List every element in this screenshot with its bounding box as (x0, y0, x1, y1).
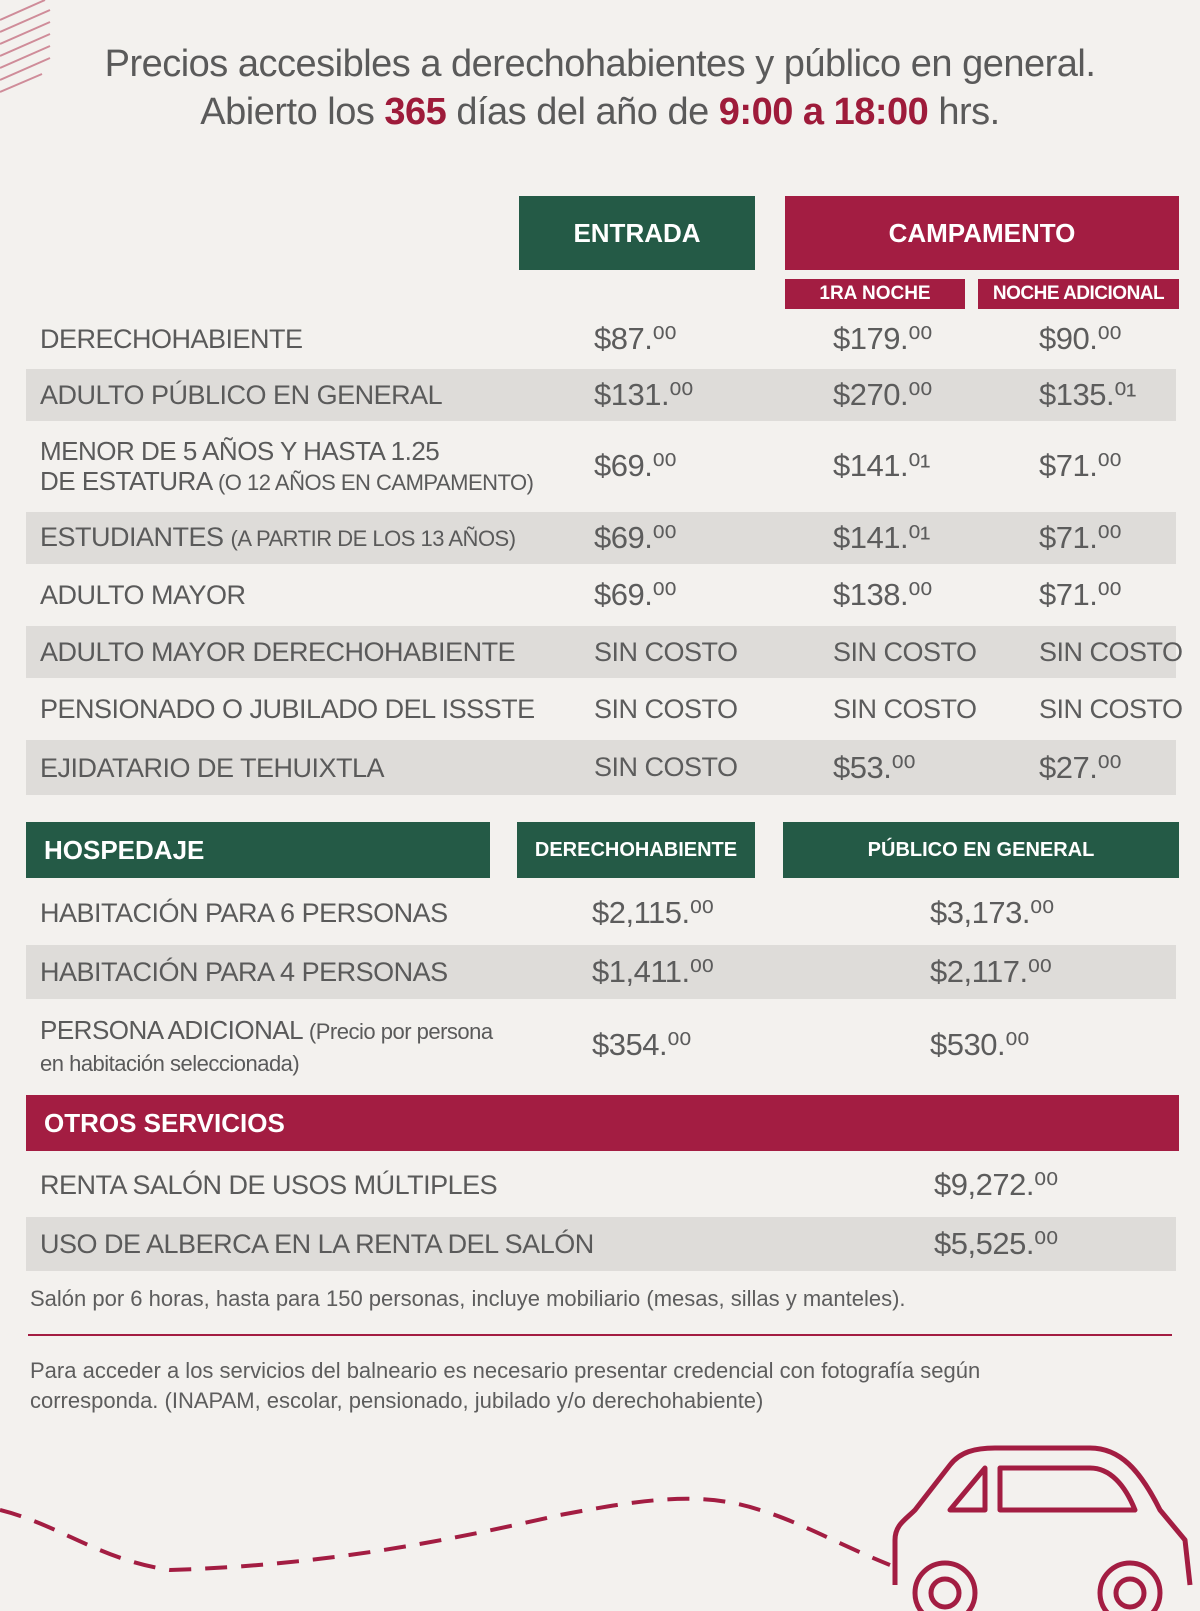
adicional-price: $71.⁰⁰ (1039, 577, 1122, 612)
entrada-price: SIN COSTO (594, 693, 738, 724)
header-line-2 (0, 88, 1200, 136)
row-label: ADULTO MAYOR (40, 580, 246, 610)
table-row (26, 512, 1176, 564)
noche1-price: $141.⁰¹ (833, 520, 930, 555)
publico-price: $2,117.⁰⁰ (930, 954, 1052, 989)
adicional-price: $71.⁰⁰ (1039, 520, 1122, 555)
col-derechohabiente-label: DERECHOHABIENTE (534, 838, 738, 861)
noche1-price: $179.⁰⁰ (833, 321, 932, 356)
table-row (26, 1005, 1176, 1085)
row-label: HABITACIÓN PARA 4 PERSONAS (40, 957, 448, 987)
row-label: ADULTO PÚBLICO EN GENERAL (40, 380, 443, 410)
adicional-price: $135.⁰¹ (1039, 377, 1136, 412)
sub-noche-adicional-header (978, 279, 1179, 309)
table-row (26, 945, 1176, 999)
row-label (40, 1015, 493, 1079)
col-publico-header (783, 822, 1179, 878)
sub-noche-adicional-label: NOCHE ADICIONAL (992, 283, 1165, 304)
requirements-line1: Para acceder a los servicios del balneario es necesario presentar credencial con fotografía según (30, 1358, 981, 1383)
days-highlight: 365 (384, 91, 447, 133)
derechohabiente-price: $354.⁰⁰ (592, 1027, 691, 1062)
row-note: (O 12 AÑOS EN CAMPAMENTO) (217, 470, 534, 495)
derechohabiente-price: $2,115.⁰⁰ (592, 895, 714, 930)
service-price: $9,272.⁰⁰ (934, 1167, 1058, 1202)
row-label: RENTA SALÓN DE USOS MÚLTIPLES (40, 1170, 498, 1200)
entrada-price: $131.⁰⁰ (594, 377, 693, 412)
header-text: días del año de (446, 91, 719, 133)
entrada-price: SIN COSTO (594, 752, 738, 782)
entrada-price: $69.⁰⁰ (594, 520, 677, 555)
noche1-price: SIN COSTO (833, 636, 977, 667)
entrada-price: $69.⁰⁰ (594, 448, 677, 483)
table-row (26, 1217, 1176, 1271)
header-line-1: Precios accesibles a derechohabientes y público en general. (104, 43, 1096, 85)
hospedaje-header (26, 822, 490, 878)
row-label: HABITACIÓN PARA 6 PERSONAS (40, 898, 448, 928)
hospedaje-title: HOSPEDAJE (44, 834, 205, 865)
car-icon (895, 1448, 1190, 1611)
col-campamento-label: CAMPAMENTO (888, 217, 1076, 248)
otros-servicios-title: OTROS SERVICIOS (44, 1107, 285, 1138)
col-entrada-label: ENTRADA (573, 217, 701, 248)
noche1-price: $270.⁰⁰ (833, 377, 932, 412)
row-label-main: PERSONA ADICIONAL (40, 1015, 303, 1045)
sub-1ra-noche-label: 1RA NOCHE (819, 283, 931, 304)
derechohabiente-price: $1,411.⁰⁰ (592, 954, 714, 989)
row-label: DERECHOHABIENTE (40, 324, 303, 354)
header-text: hrs. (928, 91, 1000, 133)
table-row (26, 369, 1176, 421)
col-entrada-header (519, 196, 755, 270)
publico-price: $3,173.⁰⁰ (930, 895, 1054, 930)
service-price: $5,525.⁰⁰ (934, 1226, 1058, 1261)
table-row (26, 1158, 1176, 1212)
row-label (40, 522, 516, 554)
row-label: EJIDATARIO DE TEHUIXTLA (40, 752, 385, 783)
noche1-price: $53.⁰⁰ (833, 749, 916, 785)
header-text: Abierto los (200, 91, 385, 133)
table-row (26, 887, 1176, 939)
page-header (0, 40, 1200, 136)
row-label (40, 436, 534, 498)
row-label-main: ESTUDIANTES (40, 522, 224, 552)
col-campamento-header (785, 196, 1179, 270)
dashed-road-decoration (0, 1430, 1200, 1611)
table-row (26, 683, 1183, 735)
entrada-price: $69.⁰⁰ (594, 577, 677, 612)
sub-1ra-noche-header (785, 279, 965, 309)
table-row (26, 569, 1176, 621)
row-label: PENSIONADO O JUBILADO DEL ISSSTE (40, 694, 535, 724)
entrada-price: $87.⁰⁰ (594, 321, 677, 356)
row-note-line2: en habitación seleccionada) (40, 1051, 300, 1076)
adicional-price: $71.⁰⁰ (1039, 448, 1122, 483)
otros-servicios-header (26, 1095, 1179, 1151)
table-row (26, 426, 1176, 506)
section-divider (28, 1334, 1172, 1336)
noche1-price: SIN COSTO (833, 693, 977, 724)
requirements-line2: corresponda. (INAPAM, escolar, pensionado, jubilado y/o derechohabiente) (30, 1388, 764, 1413)
publico-price: $530.⁰⁰ (930, 1027, 1029, 1062)
adicional-price: $27.⁰⁰ (1039, 749, 1122, 785)
salon-footnote: Salón por 6 horas, hasta para 150 personas, incluye mobiliario (mesas, sillas y manteles). (30, 1286, 906, 1311)
adicional-price: SIN COSTO (1039, 636, 1183, 667)
row-label-line2: DE ESTATURA (40, 466, 212, 496)
hours-highlight: 9:00 a 18:00 (718, 91, 929, 133)
entrada-price: SIN COSTO (594, 636, 738, 667)
table-row (26, 314, 1176, 364)
row-label: ADULTO MAYOR DERECHOHABIENTE (40, 637, 516, 667)
adicional-price: SIN COSTO (1039, 693, 1183, 724)
row-label: USO DE ALBERCA EN LA RENTA DEL SALÓN (40, 1229, 594, 1259)
table-row (26, 740, 1176, 795)
row-note: (A PARTIR DE LOS 13 AÑOS) (230, 526, 516, 551)
row-note: (Precio por persona (308, 1019, 493, 1044)
table-row (26, 626, 1183, 678)
adicional-price: $90.⁰⁰ (1039, 321, 1122, 356)
noche1-price: $141.⁰¹ (833, 448, 930, 483)
row-label-line1: MENOR DE 5 AÑOS Y HASTA 1.25 (40, 436, 440, 466)
col-publico-label: PÚBLICO EN GENERAL (867, 838, 1095, 861)
requirements-note (30, 1356, 980, 1416)
noche1-price: $138.⁰⁰ (833, 577, 932, 612)
col-derechohabiente-header (517, 822, 755, 878)
